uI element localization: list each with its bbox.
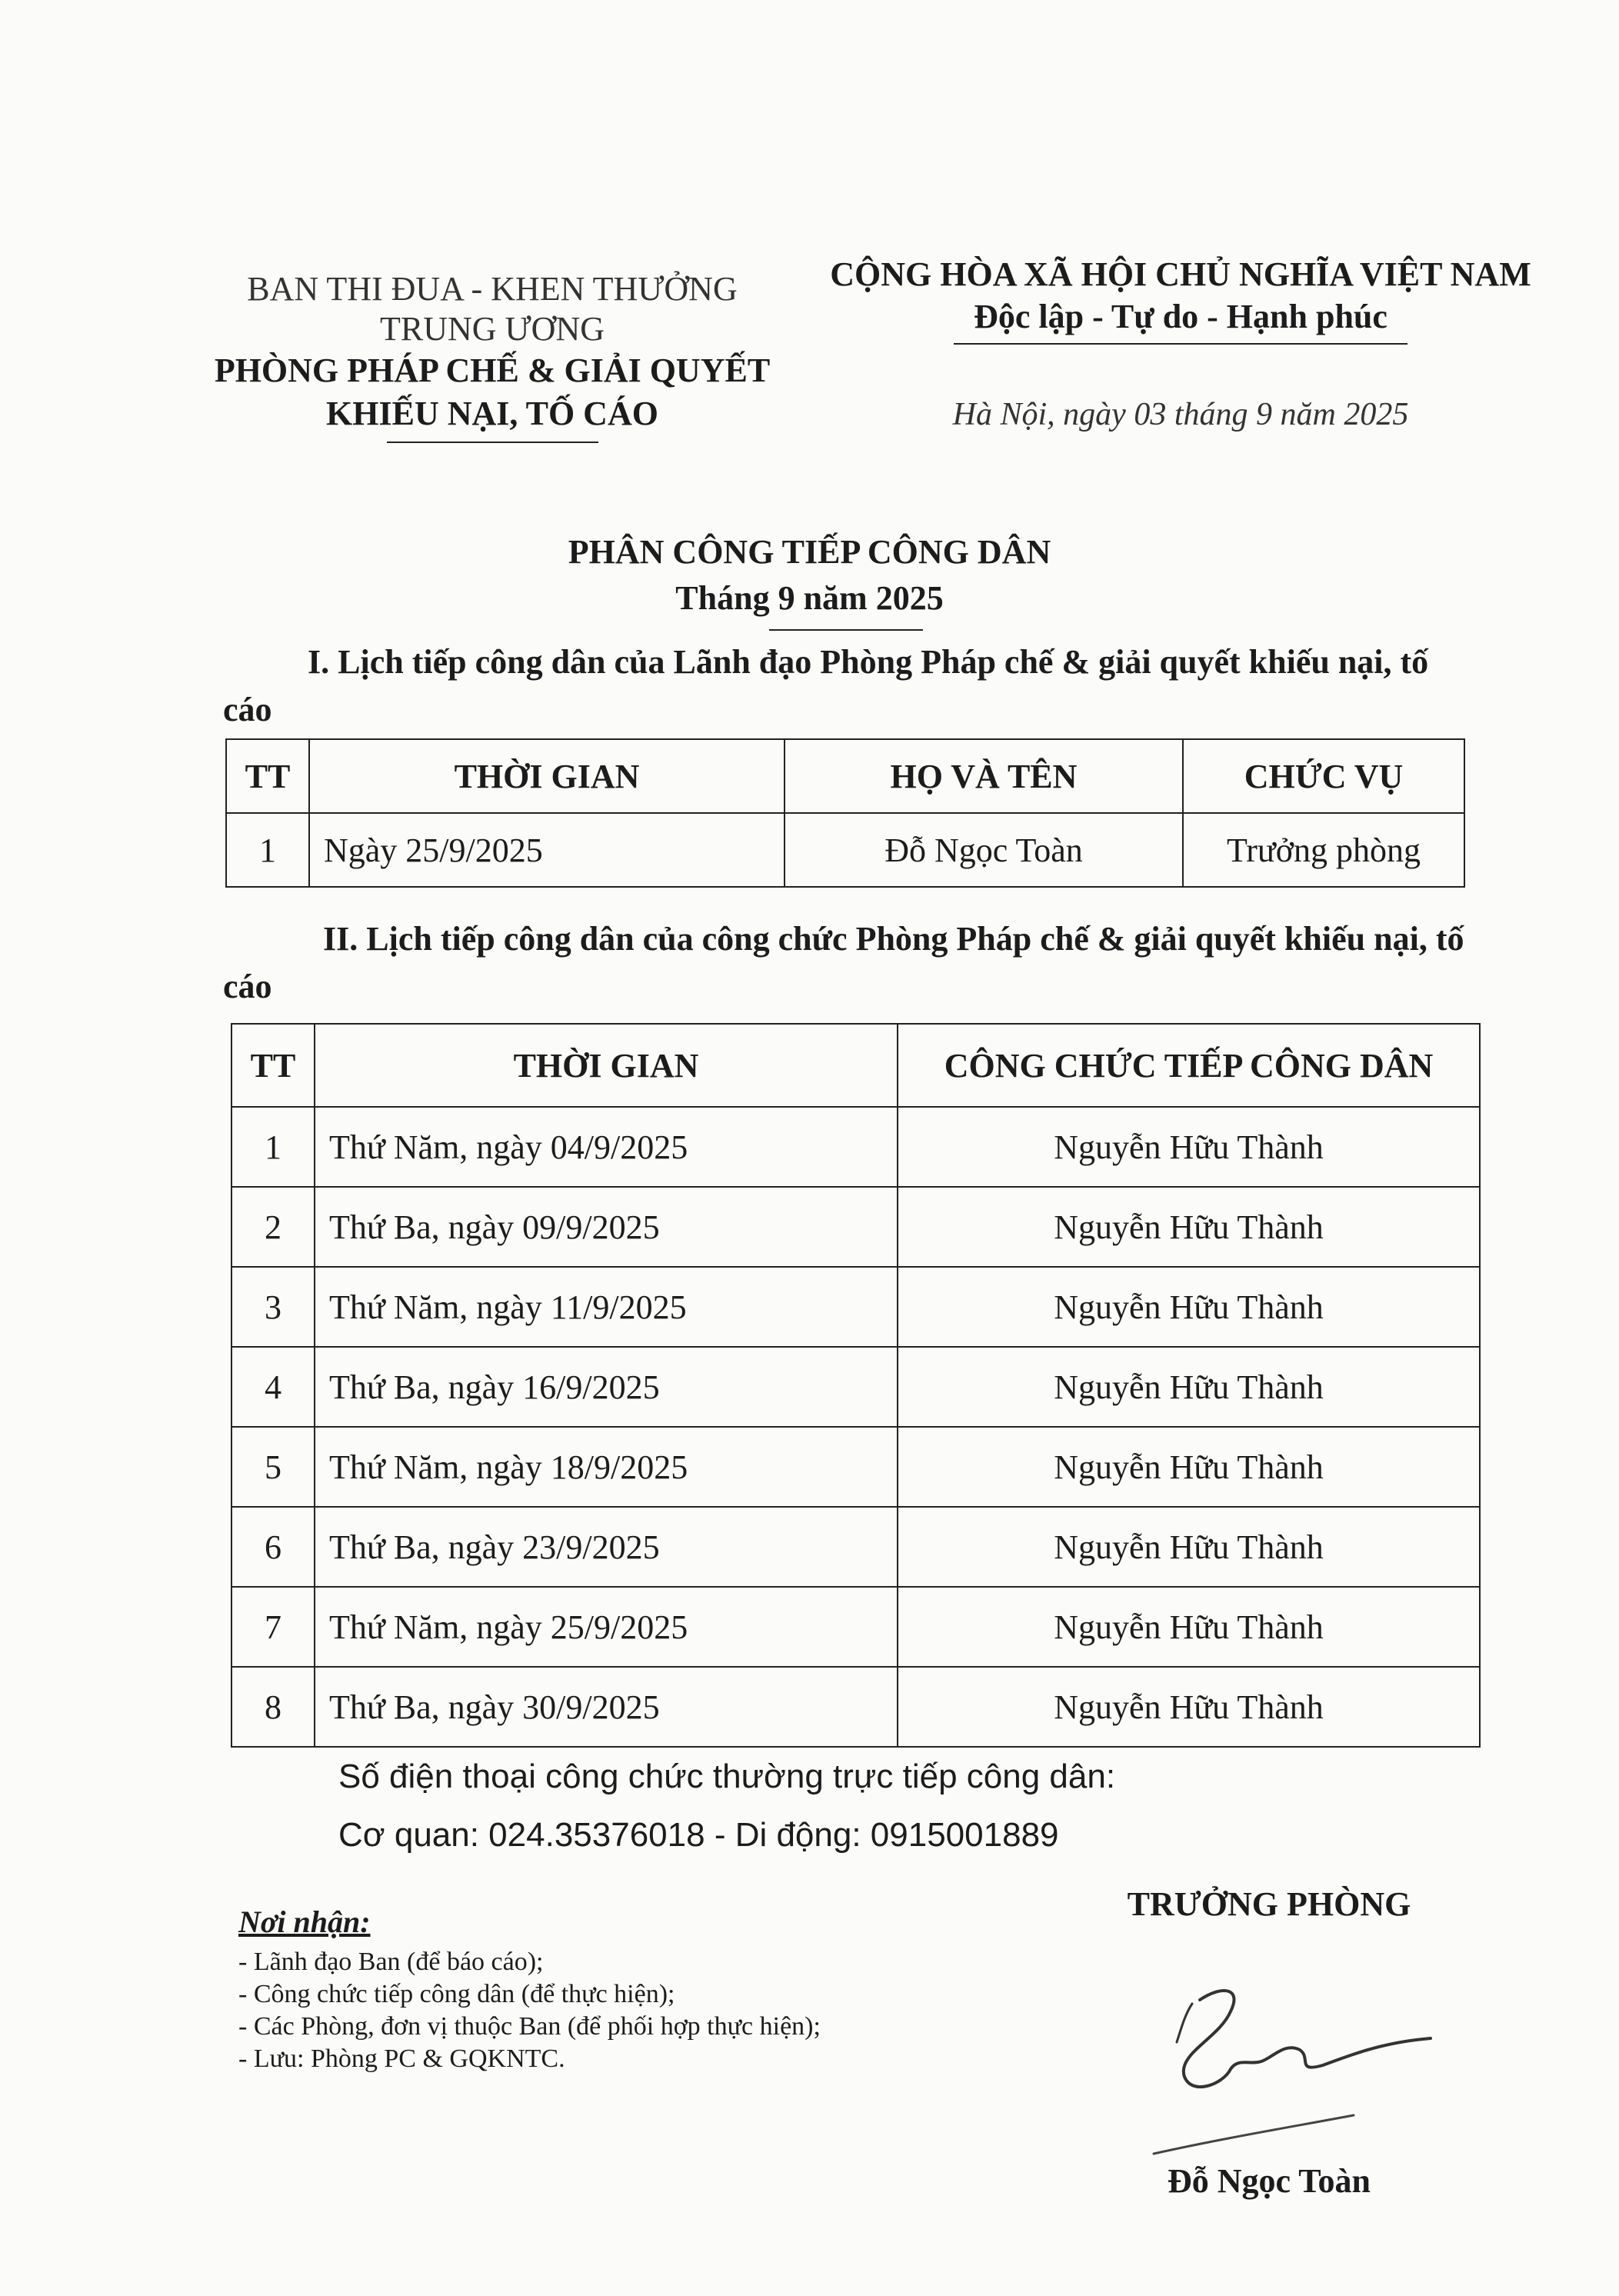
recipients-title: Nơi nhận: [238, 1904, 371, 1939]
column-header: CÔNG CHỨC TIẾP CÔNG DÂN [898, 1024, 1480, 1107]
section-2-heading: II. Lịch tiếp công dân của công chức Phòng Pháp chế & giải quyết khiếu nại, tố cáo [223, 920, 1464, 1005]
department-line-1: PHÒNG PHÁP CHẾ & GIẢI QUYẾT [214, 352, 771, 389]
row-time: Thứ Năm, ngày 04/9/2025 [315, 1107, 898, 1187]
phone-label: Số điện thoại công chức thường trực tiếp công dân: [338, 1758, 1116, 1795]
row-number: 4 [232, 1347, 315, 1427]
row-time: Thứ Ba, ngày 16/9/2025 [315, 1347, 898, 1427]
table-row [232, 1347, 1480, 1427]
row-name: Đỗ Ngọc Toàn [785, 813, 1183, 887]
column-header: HỌ VÀ TÊN [785, 739, 1183, 813]
national-motto [811, 254, 1550, 345]
table-row [232, 1107, 1480, 1187]
list-item: - Lãnh đạo Ban (để báo cáo); [238, 1946, 821, 1978]
phone-numbers: Cơ quan: 024.35376018 - Di động: 0915001889 [338, 1816, 1059, 1854]
table-row [232, 1427, 1480, 1507]
department-line-2: KHIẾU NẠI, TỐ CÁO [326, 395, 658, 432]
row-position: Trưởng phòng [1183, 813, 1464, 887]
row-official: Nguyễn Hữu Thành [898, 1107, 1480, 1187]
row-official: Nguyễn Hữu Thành [898, 1187, 1480, 1267]
table-header-row [232, 1024, 1480, 1107]
row-official: Nguyễn Hữu Thành [898, 1347, 1480, 1427]
agency-line-1: BAN THI ĐUA - KHEN THƯỞNG [247, 270, 738, 308]
table-row [232, 1587, 1480, 1667]
motto-underline [954, 343, 1407, 345]
row-number: 7 [232, 1587, 315, 1667]
row-time: Thứ Ba, ngày 23/9/2025 [315, 1507, 898, 1587]
list-item: - Các Phòng, đơn vị thuộc Ban (để phối hợp thực hiện); [238, 2011, 821, 2043]
row-official: Nguyễn Hữu Thành [898, 1587, 1480, 1667]
section-1-heading: I. Lịch tiếp công dân của Lãnh đạo Phòng Pháp chế & giải quyết khiếu nại, tố cáo [223, 643, 1429, 728]
leader-schedule-table [225, 738, 1465, 888]
column-header: TT [226, 739, 309, 813]
row-time: Ngày 25/9/2025 [309, 813, 785, 887]
row-official: Nguyễn Hữu Thành [898, 1507, 1480, 1587]
agency-line-2: TRUNG ƯƠNG [379, 310, 605, 348]
document-date: Hà Nội, ngày 03 tháng 9 năm 2025 [952, 397, 1409, 432]
agency-underline [387, 442, 598, 443]
row-number: 6 [232, 1507, 315, 1587]
official-schedule-table [231, 1023, 1481, 1748]
row-official: Nguyễn Hữu Thành [898, 1667, 1480, 1747]
row-number: 1 [226, 813, 309, 887]
row-number: 5 [232, 1427, 315, 1507]
table-row [232, 1507, 1480, 1587]
column-header: THỜI GIAN [315, 1024, 898, 1107]
table-row [232, 1667, 1480, 1747]
row-number: 8 [232, 1667, 315, 1747]
row-official: Nguyễn Hữu Thành [898, 1267, 1480, 1347]
signer-name: Đỗ Ngọc Toàn [1167, 2162, 1371, 2200]
motto: Độc lập - Tự do - Hạnh phúc [974, 298, 1387, 335]
row-time: Thứ Năm, ngày 11/9/2025 [315, 1267, 898, 1347]
column-header: TT [232, 1024, 315, 1107]
column-header: CHỨC VỤ [1183, 739, 1464, 813]
row-time: Thứ Ba, ngày 09/9/2025 [315, 1187, 898, 1267]
issuing-agency [196, 269, 788, 443]
table-row [226, 813, 1464, 887]
signer-title: TRƯỞNG PHÒNG [1127, 1885, 1411, 1923]
row-time: Thứ Năm, ngày 25/9/2025 [315, 1587, 898, 1667]
subtitle-underline [769, 629, 923, 631]
row-time: Thứ Ba, ngày 30/9/2025 [315, 1667, 898, 1747]
table-header-row [226, 739, 1464, 813]
document-title: PHÂN CÔNG TIẾP CÔNG DÂN [568, 533, 1051, 571]
country-name: CỘNG HÒA XÃ HỘI CHỦ NGHĨA VIỆT NAM [830, 255, 1531, 293]
recipients-list [238, 1946, 821, 2075]
column-header: THỜI GIAN [309, 739, 785, 813]
handwritten-signature [1108, 1969, 1446, 2169]
table-row [232, 1187, 1480, 1267]
row-time: Thứ Năm, ngày 18/9/2025 [315, 1427, 898, 1507]
table-row [232, 1267, 1480, 1347]
list-item: - Lưu: Phòng PC & GQKNTC. [238, 2043, 821, 2075]
row-number: 1 [232, 1107, 315, 1187]
list-item: - Công chức tiếp công dân (để thực hiện); [238, 1978, 821, 2011]
row-number: 2 [232, 1187, 315, 1267]
row-official: Nguyễn Hữu Thành [898, 1427, 1480, 1507]
document-subtitle: Tháng 9 năm 2025 [675, 579, 944, 617]
row-number: 3 [232, 1267, 315, 1347]
